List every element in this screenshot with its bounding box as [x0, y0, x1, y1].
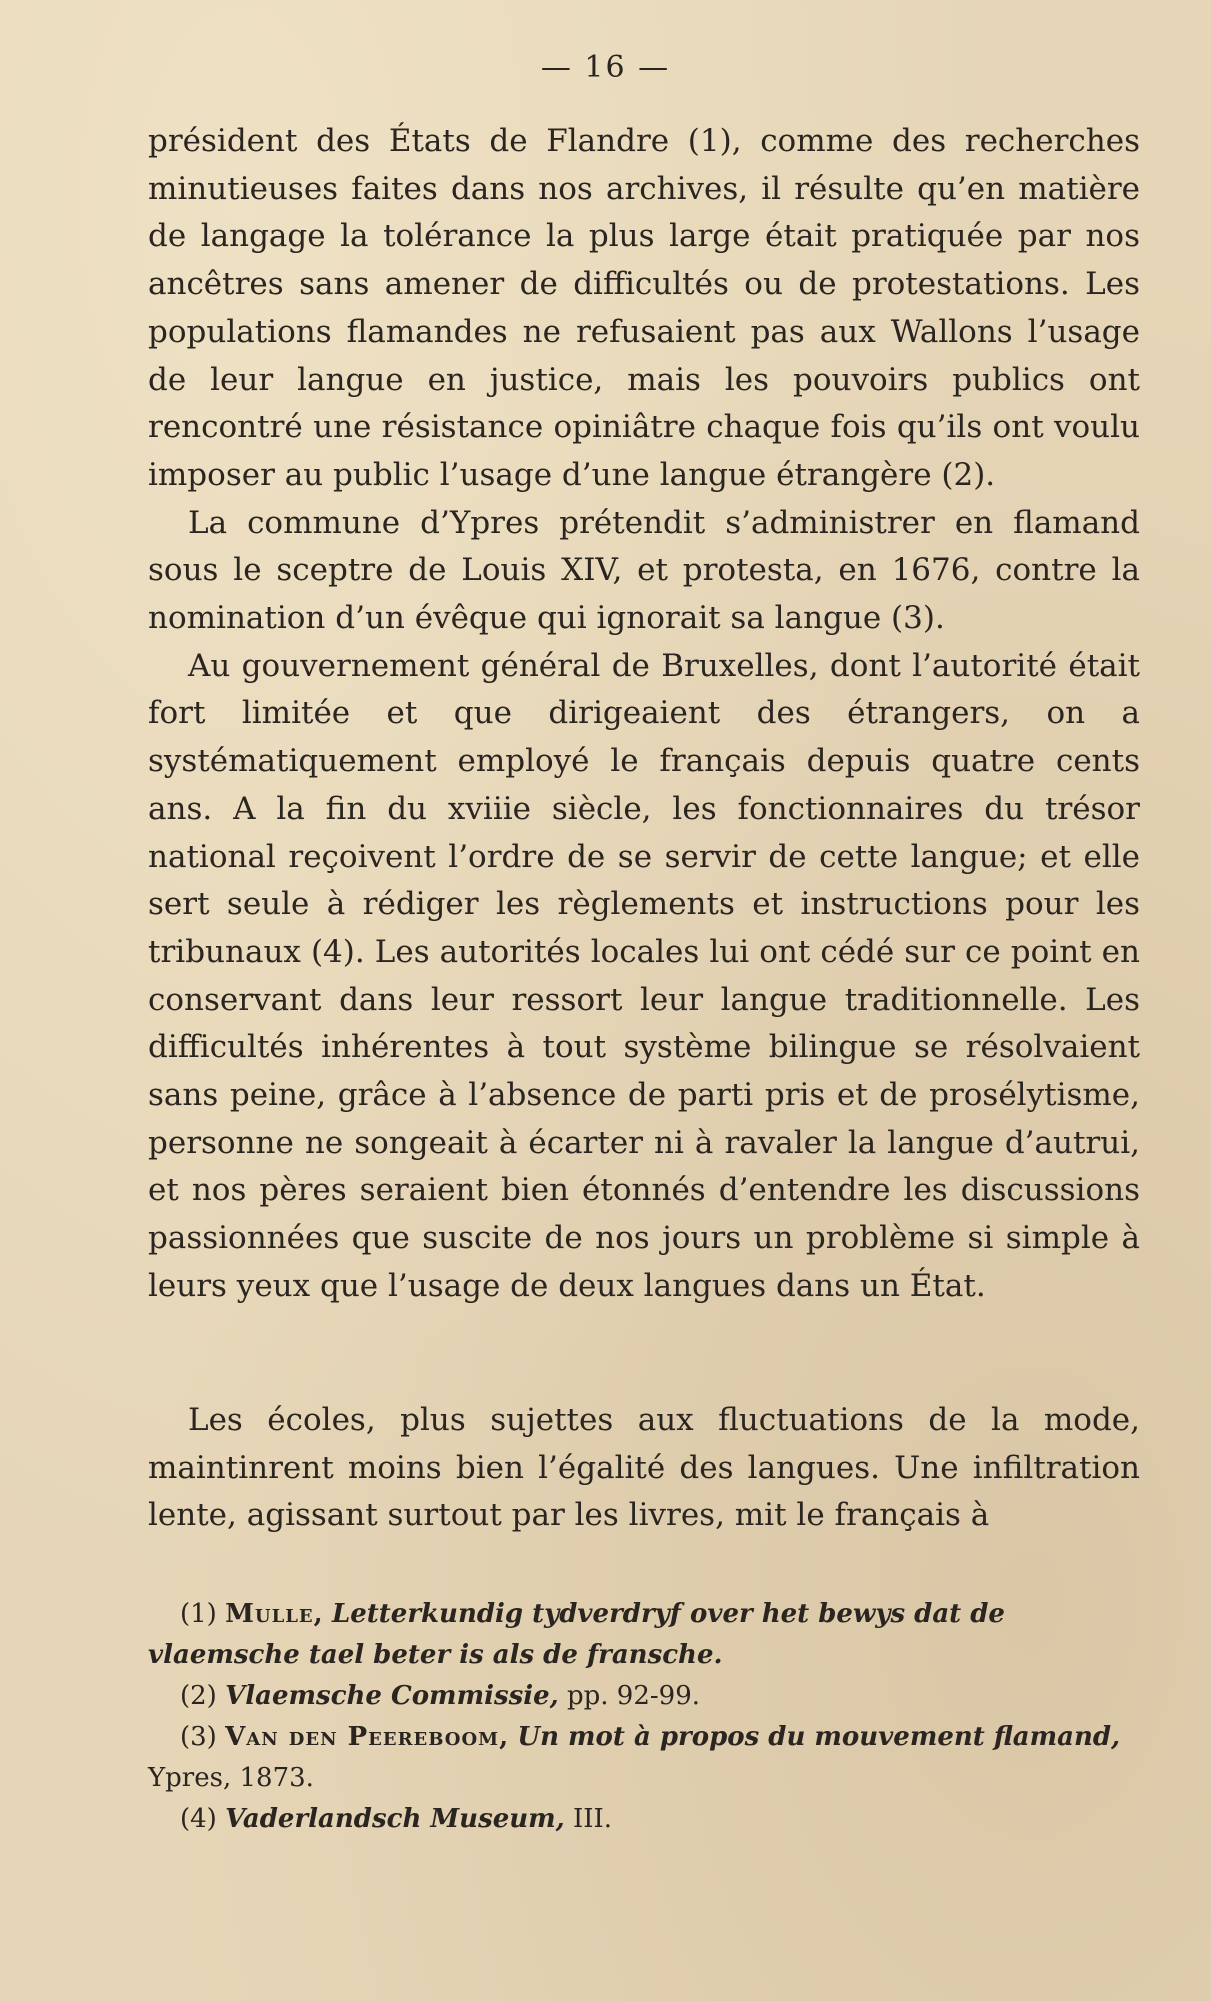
footnote-title: Letterkundig tydverdryf over het bewys dat de vlaemsche tael beter is als de fransche.	[148, 1599, 1005, 1670]
footnote-title: Vlaemsche Commissie,	[225, 1681, 559, 1711]
footnote-marker: (4)	[180, 1804, 217, 1834]
footnote-author: Van den Peereboom,	[225, 1722, 510, 1752]
main-text	[148, 118, 1140, 1311]
page-number: — 16 —	[540, 50, 671, 85]
footnote-2	[148, 1676, 1140, 1717]
footnote-rest: III.	[573, 1804, 613, 1834]
footnotes	[148, 1594, 1140, 1840]
paragraph-2: La commune d’Ypres prétendit s’administrer en flamand sous le sceptre de Louis XIV, et protesta, en 1676, contre la nomination d’un évêque qui ignorait sa langue (3).	[148, 504, 1140, 637]
footnote-rest: Ypres, 1873.	[148, 1763, 314, 1793]
paragraph-3: Au gouvernement général de Bruxelles, dont l’autorité était fort limitée et que dirigeaient des étrangers, on a systématiquement employé le français depuis quatre cents ans. A la fin du xviiie siècle, les fonctionnaires du trésor national reçoivent l’ordre de se servir de cette langue; et elle sert seule à rédiger les règlements et instructions pour les tribunaux (4). Les autorités locales lui ont cédé sur ce point en conservant dans leur ressort leur langue traditionnelle. Les difficultés inhérentes à tout système bilingue se résolvaient sans peine, grâce à l’absence de parti pris et de prosélytisme, personne ne songeait à écarter ni à ravaler la langue d’autrui, et nos pères seraient bien étonnés d’entendre les discussions passionnées que suscite de nos jours un problème si simple à leurs yeux que l’usage de deux langues dans un État.	[148, 647, 1140, 1304]
paragraph-4: Les écoles, plus sujettes aux fluctuations de la mode, maintinrent moins bien l’égalité des langues. Une infiltration lente, agissant surtout par les livres, mit le français à	[148, 1402, 1140, 1534]
section-2	[148, 1397, 1140, 1540]
footnote-rest: pp. 92-99.	[566, 1681, 701, 1711]
footnote-title: Un mot à propos du mouvement flamand,	[517, 1722, 1121, 1752]
footnote-marker: (2)	[180, 1681, 217, 1711]
paragraph-1: président des États de Flandre (1), comme des recherches minutieuses faites dans nos archives, il résulte qu’en matière de langage la tolérance la plus large était pratiquée par nos ancêtres sans amener de difficultés ou de protestations. Les populations flamandes ne refusaient pas aux Wallons l’usage de leur langue en justice, mais les pouvoirs publics ont rencontré une résistance opiniâtre chaque fois qu’ils ont voulu imposer au public l’usage d’une langue étrangère (2).	[148, 123, 1140, 493]
footnote-4	[148, 1799, 1140, 1840]
footnote-marker: (3)	[180, 1722, 217, 1752]
footnote-author: Mulle,	[225, 1599, 324, 1629]
footnote-title: Vaderlandsch Museum,	[225, 1804, 565, 1834]
footnote-1	[148, 1594, 1140, 1676]
footnote-marker: (1)	[180, 1599, 217, 1629]
footnote-3	[148, 1717, 1140, 1799]
